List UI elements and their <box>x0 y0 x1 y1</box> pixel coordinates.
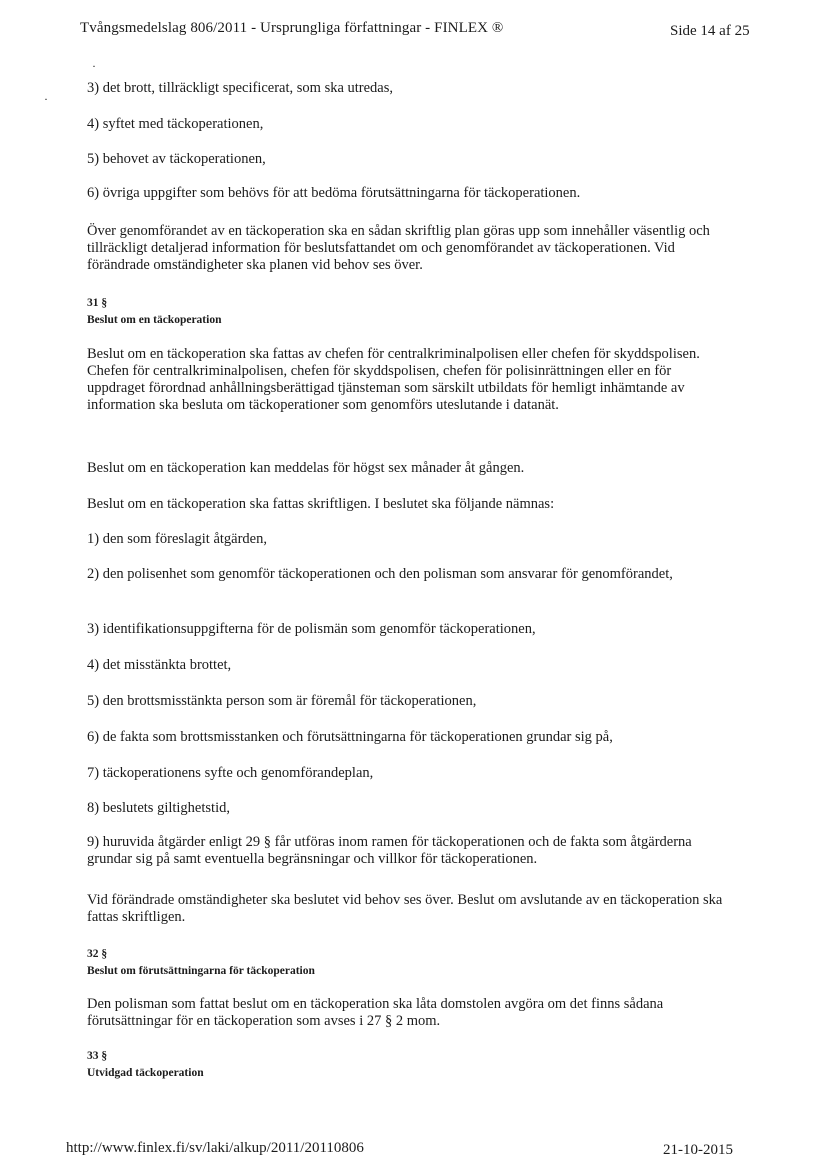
scan-speck: · <box>92 59 96 73</box>
list-item: 1) den som föreslagit åtgärden, <box>87 531 267 547</box>
section-31-paragraph: Beslut om en täckoperation ska fattas skriftligen. I beslutet ska följande nämnas: <box>87 496 555 512</box>
list-item: 2) den polisenhet som genomför täckoperationen och den polisman som ansvarar för genomförandet, <box>87 566 673 582</box>
header-page-number: Side 14 af 25 <box>670 23 750 39</box>
paragraph-plan: Över genomförandet av en täckoperation ska en sådan skriftlig plan göras upp som innehåller väsentlig och tillräckligt detaljerad information för beslutsfattandet om och genomförandet av täckoperationen. Vid förändrade omständigheter ska planen vid behov ses över. <box>87 223 710 273</box>
section-32-paragraph: Den polisman som fattat beslut om en täckoperation ska låta domstolen avgöra om det finns sådana förutsättningar för en täckoperation som avses i 27 § 2 mom. <box>87 996 664 1029</box>
list-item: 9) huruvida åtgärder enligt 29 § får utföras inom ramen för täckoperationen och de fakta som åtgärderna grundar sig på samt eventuella begränsningar och villkor för täckoperationen. <box>87 834 692 867</box>
list-item: 5) den brottsmisstänkta person som är föremål för täckoperationen, <box>87 693 477 709</box>
section-33-number: 33 § <box>87 1050 108 1062</box>
section-32-number: 32 § <box>87 948 108 960</box>
list-item: 4) syftet med täckoperationen, <box>87 116 264 132</box>
list-item: 8) beslutets giltighetstid, <box>87 800 230 816</box>
list-item: 6) de fakta som brottsmisstanken och förutsättningarna för täckoperationen grundar sig på, <box>87 729 613 745</box>
list-item: 7) täckoperationens syfte och genomförandeplan, <box>87 765 374 781</box>
list-item: 5) behovet av täckoperationen, <box>87 151 266 167</box>
section-32-title: Beslut om förutsättningarna för täckoperation <box>87 965 315 977</box>
footer-date: 21-10-2015 <box>663 1142 733 1158</box>
section-31-title: Beslut om en täckoperation <box>87 314 222 326</box>
header-title: Tvångsmedelslag 806/2011 - Ursprungliga författningar - FINLEX ® <box>80 20 504 36</box>
list-item: 3) identifikationsuppgifterna för de polismän som genomför täckoperationen, <box>87 621 536 637</box>
section-31-paragraph: Beslut om en täckoperation ska fattas av chefen för centralkriminalpolisen eller chefen för skyddspolisen. Chefen för centralkriminalpolisen, chefen för skyddspolisen, chefen för polisinrättningen eller en för uppdraget förordnad anhållningsberättigad tjänsteman som särskilt utbildats för hemligt inhämtande av information ska besluta om täckoperationer som genomförs uteslutande i datanät. <box>87 346 700 413</box>
list-item: 4) det misstänkta brottet, <box>87 657 232 673</box>
section-31-paragraph: Vid förändrade omständigheter ska beslutet vid behov ses över. Beslut om avslutande av en täckoperation ska fattas skriftligen. <box>87 892 723 925</box>
list-item: 3) det brott, tillräckligt specificerat, som ska utredas, <box>87 80 394 96</box>
footer-url: http://www.finlex.fi/sv/laki/alkup/2011/20110806 <box>66 1140 364 1156</box>
section-31-paragraph: Beslut om en täckoperation kan meddelas för högst sex månader åt gången. <box>87 460 525 476</box>
section-33-title: Utvidgad täckoperation <box>87 1067 204 1079</box>
section-31-number: 31 § <box>87 297 108 309</box>
scan-speck: · <box>44 92 48 106</box>
list-item: 6) övriga uppgifter som behövs för att bedöma förutsättningarna för täckoperationen. <box>87 185 581 201</box>
